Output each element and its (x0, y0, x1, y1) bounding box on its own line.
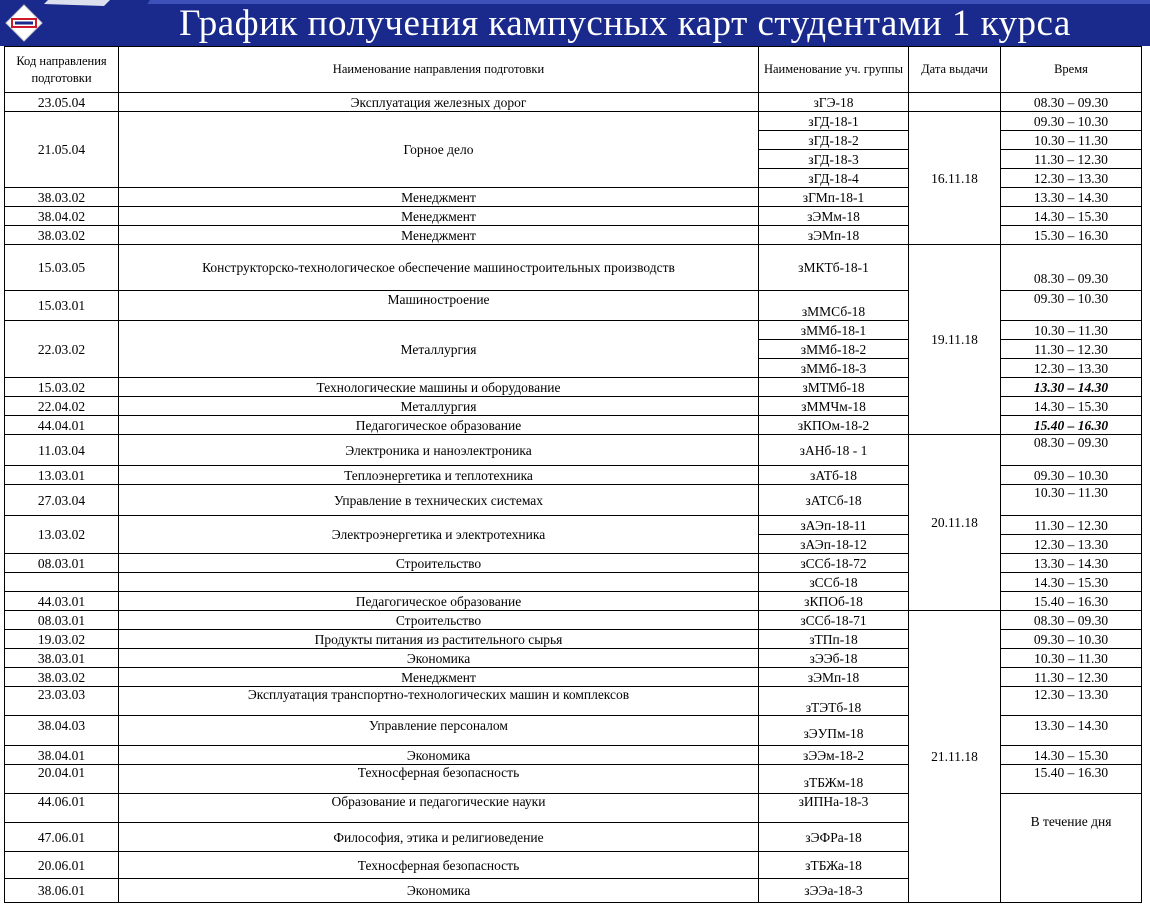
code-cell: 44.06.01 (5, 794, 119, 823)
code-cell: 15.03.02 (5, 378, 119, 397)
group-cell: зССб-18-71 (759, 611, 909, 630)
code-cell: 22.03.02 (5, 321, 119, 378)
name-cell: Менеджмент (119, 668, 759, 687)
table-row (5, 435, 1142, 466)
time-cell: 10.30 – 11.30 (1001, 131, 1142, 150)
name-cell: Управление персоналом (119, 716, 759, 746)
code-cell: 44.03.01 (5, 592, 119, 611)
code-cell: 38.03.02 (5, 668, 119, 687)
time-cell-highlight: 13.30 – 14.30 (1001, 378, 1142, 397)
name-cell: Металлургия (119, 321, 759, 378)
time-cell: 11.30 – 12.30 (1001, 150, 1142, 169)
header-date: Дата выдачи (909, 47, 1001, 93)
code-cell: 44.04.01 (5, 416, 119, 435)
time-cell: 10.30 – 11.30 (1001, 321, 1142, 340)
code-cell: 20.06.01 (5, 852, 119, 879)
date-cell: 20.11.18 (909, 435, 1001, 611)
time-cell: 11.30 – 12.30 (1001, 516, 1142, 535)
code-cell: 38.03.02 (5, 226, 119, 245)
code-cell: 38.04.01 (5, 746, 119, 765)
group-cell: зКПОб-18 (759, 592, 909, 611)
time-cell: 08.30 – 09.30 (1001, 93, 1142, 112)
name-cell: Экономика (119, 746, 759, 765)
code-cell: 19.03.02 (5, 630, 119, 649)
table-row (5, 611, 1142, 630)
name-cell: Технологические машины и оборудование (119, 378, 759, 397)
page-title: График получения кампусных карт студентами 1 курса (179, 3, 1071, 44)
name-cell: Менеджмент (119, 226, 759, 245)
name-cell: Горное дело (119, 112, 759, 188)
name-cell: Экономика (119, 879, 759, 903)
name-cell: Строительство (119, 611, 759, 630)
code-cell: 22.04.02 (5, 397, 119, 416)
time-cell: 14.30 – 15.30 (1001, 397, 1142, 416)
time-cell: 13.30 – 14.30 (1001, 554, 1142, 573)
code-cell (5, 573, 119, 592)
name-cell: Электроника и наноэлектроника (119, 435, 759, 466)
date-cell: 21.11.18 (909, 611, 1001, 903)
name-cell: Машиностроение (119, 291, 759, 321)
group-cell: зМТМб-18 (759, 378, 909, 397)
name-cell: Металлургия (119, 397, 759, 416)
time-cell: 08.30 – 09.30 (1001, 611, 1142, 630)
table-header-row (5, 47, 1142, 93)
group-cell: зКПОм-18-2 (759, 416, 909, 435)
name-cell: Менеджмент (119, 207, 759, 226)
time-cell: 14.30 – 15.30 (1001, 207, 1142, 226)
name-cell: Техносферная безопасность (119, 765, 759, 794)
code-cell: 13.03.02 (5, 516, 119, 554)
header-name: Наименование направления подготовки (119, 47, 759, 93)
name-cell: Конструкторско-технологическое обеспечение машиностроительных производств (119, 245, 759, 291)
time-cell: 13.30 – 14.30 (1001, 188, 1142, 207)
group-cell: зЭМм-18 (759, 207, 909, 226)
time-cell: 08.30 – 09.30 (1001, 435, 1142, 466)
code-cell: 20.04.01 (5, 765, 119, 794)
group-cell: зММб-18-3 (759, 359, 909, 378)
code-cell: 08.03.01 (5, 554, 119, 573)
group-cell: зММб-18-2 (759, 340, 909, 359)
name-cell (119, 573, 759, 592)
date-cell: 19.11.18 (909, 245, 1001, 435)
time-cell: 11.30 – 12.30 (1001, 340, 1142, 359)
name-cell: Менеджмент (119, 188, 759, 207)
date-cell-empty (909, 93, 1001, 112)
code-cell: 27.03.04 (5, 485, 119, 516)
code-cell: 38.04.03 (5, 716, 119, 746)
name-cell: Управление в технических системах (119, 485, 759, 516)
time-cell: 12.30 – 13.30 (1001, 169, 1142, 188)
code-cell: 21.05.04 (5, 112, 119, 188)
time-cell: 14.30 – 15.30 (1001, 746, 1142, 765)
name-cell: Философия, этика и религиоведение (119, 823, 759, 852)
group-cell: зАЭп-18-12 (759, 535, 909, 554)
time-cell: 12.30 – 13.30 (1001, 687, 1142, 716)
group-cell: зГД-18-2 (759, 131, 909, 150)
group-cell: зАЭп-18-11 (759, 516, 909, 535)
group-cell: зММСб-18 (759, 291, 909, 321)
name-cell: Экономика (119, 649, 759, 668)
code-cell: 15.03.01 (5, 291, 119, 321)
name-cell: Эксплуатация транспортно-технологических машин и комплексов (119, 687, 759, 716)
group-cell: зАНб-18 - 1 (759, 435, 909, 466)
time-cell: 15.40 – 16.30 (1001, 765, 1142, 794)
group-cell: зГД-18-1 (759, 112, 909, 131)
time-cell: 08.30 – 09.30 (1001, 245, 1142, 291)
code-cell: 38.03.02 (5, 188, 119, 207)
name-cell: Педагогическое образование (119, 416, 759, 435)
group-cell: зАТб-18 (759, 466, 909, 485)
time-cell: 10.30 – 11.30 (1001, 485, 1142, 516)
code-cell: 15.03.05 (5, 245, 119, 291)
code-cell: 38.04.02 (5, 207, 119, 226)
code-cell: 38.06.01 (5, 879, 119, 903)
time-cell: 15.40 – 16.30 (1001, 592, 1142, 611)
group-cell: зТЭТб-18 (759, 687, 909, 716)
group-cell: зЭЭб-18 (759, 649, 909, 668)
name-cell: Продукты питания из растительного сырья (119, 630, 759, 649)
group-cell: зММб-18-1 (759, 321, 909, 340)
group-cell: зММЧм-18 (759, 397, 909, 416)
group-cell: зГД-18-4 (759, 169, 909, 188)
time-cell: 12.30 – 13.30 (1001, 359, 1142, 378)
group-cell: зЭУПм-18 (759, 716, 909, 746)
time-cell: 10.30 – 11.30 (1001, 649, 1142, 668)
group-cell: зМКТб-18-1 (759, 245, 909, 291)
name-cell: Строительство (119, 554, 759, 573)
time-cell: 09.30 – 10.30 (1001, 630, 1142, 649)
code-cell: 08.03.01 (5, 611, 119, 630)
time-cell: 09.30 – 10.30 (1001, 291, 1142, 321)
group-cell: зЭЭа-18-3 (759, 879, 909, 903)
date-cell: 16.11.18 (909, 112, 1001, 245)
header-code: Код направления подготовки (5, 47, 119, 93)
group-cell: зТБЖа-18 (759, 852, 909, 879)
header-time: Время (1001, 47, 1142, 93)
group-cell: зАТСб-18 (759, 485, 909, 516)
time-cell: 09.30 – 10.30 (1001, 112, 1142, 131)
time-cell: 12.30 – 13.30 (1001, 535, 1142, 554)
name-cell: Эксплуатация железных дорог (119, 93, 759, 112)
group-cell: зГЭ-18 (759, 93, 909, 112)
table-row (5, 93, 1142, 112)
group-cell: зЭМп-18 (759, 226, 909, 245)
code-cell: 23.03.03 (5, 687, 119, 716)
name-cell: Педагогическое образование (119, 592, 759, 611)
group-cell: зГД-18-3 (759, 150, 909, 169)
name-cell: Теплоэнергетика и теплотехника (119, 466, 759, 485)
name-cell: Техносферная безопасность (119, 852, 759, 879)
name-cell: Образование и педагогические науки (119, 794, 759, 823)
name-cell: Электроэнергетика и электротехника (119, 516, 759, 554)
time-cell: 13.30 – 14.30 (1001, 716, 1142, 746)
time-cell: 15.30 – 16.30 (1001, 226, 1142, 245)
group-cell: зТПп-18 (759, 630, 909, 649)
title-banner (0, 0, 1150, 46)
time-cell: 11.30 – 12.30 (1001, 668, 1142, 687)
group-cell: зГМп-18-1 (759, 188, 909, 207)
time-cell-highlight: 15.40 – 16.30 (1001, 416, 1142, 435)
time-cell: 14.30 – 15.30 (1001, 573, 1142, 592)
code-cell: 47.06.01 (5, 823, 119, 852)
group-cell: зИПНа-18-3 (759, 794, 909, 823)
code-cell: 38.03.01 (5, 649, 119, 668)
group-cell: зТБЖм-18 (759, 765, 909, 794)
group-cell: зЭЭм-18-2 (759, 746, 909, 765)
group-cell: зССб-18 (759, 573, 909, 592)
time-cell: 09.30 – 10.30 (1001, 466, 1142, 485)
code-cell: 11.03.04 (5, 435, 119, 466)
header-group: Наименование уч. группы (759, 47, 909, 93)
code-cell: 23.05.04 (5, 93, 119, 112)
time-cell-all-day: В течение дня (1001, 794, 1142, 903)
group-cell: зССб-18-72 (759, 554, 909, 573)
group-cell: зЭФРа-18 (759, 823, 909, 852)
table-row (5, 112, 1142, 131)
table-row (5, 245, 1142, 291)
code-cell: 13.03.01 (5, 466, 119, 485)
group-cell: зЭМп-18 (759, 668, 909, 687)
schedule-table (4, 46, 1142, 903)
